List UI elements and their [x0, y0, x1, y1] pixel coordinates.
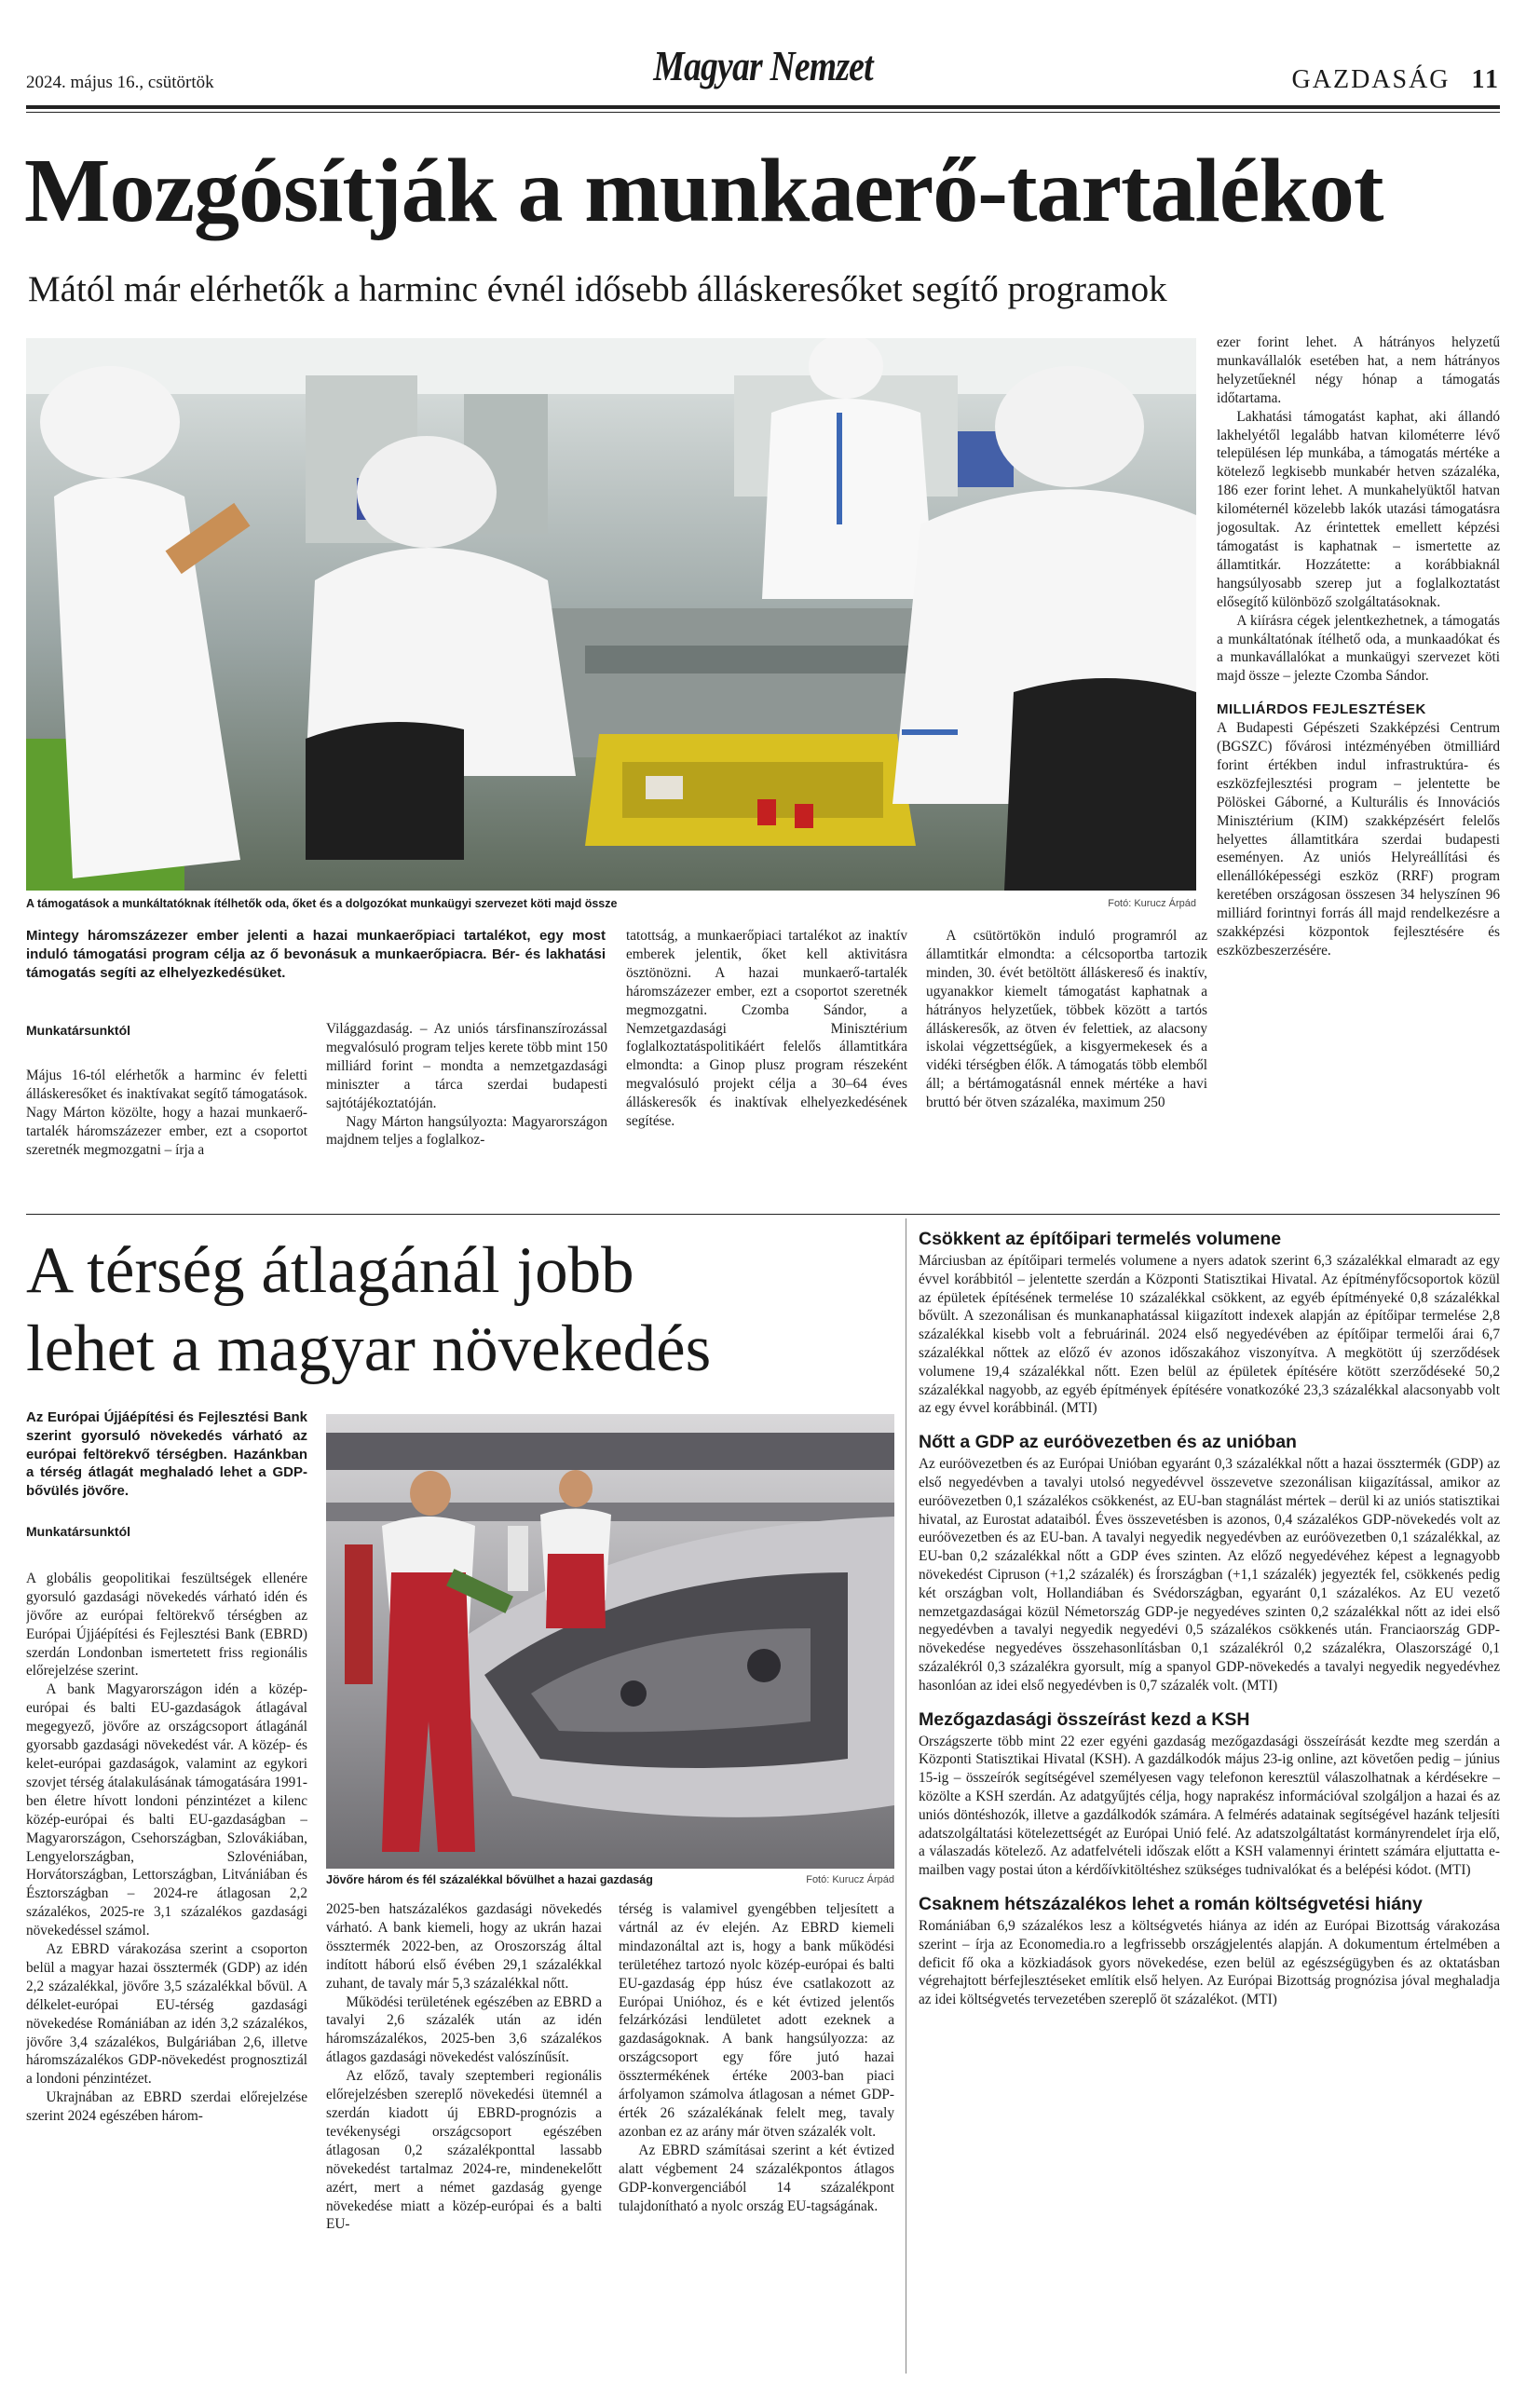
brief-eurozone-gdp — [919, 1431, 1500, 1694]
article1-col3-p1: tatottság, a munkaerőpiaci tartalékot az inaktív emberek jelentik, őket kell aktivitásra ösztönözni. A hazai munkaerő-tartalék háromszázezer ember, ezt a csoportot szeretnék megmozgatni. Czomba Sándor, a Nemzetgazdasági Minisztérium foglalkoztatáspolitikáért felelős államtitkára elmondta: a Ginop plusz program részeként megvalósuló projekt célja a 30–64 éves álláskeresők és inaktívak elhelyezkedésének segítése. — [626, 928, 907, 1130]
article1-col5 — [1217, 333, 1500, 1200]
article2-lead: Az Európai Újjáépítési és Fejlesztési Bank szerint gyorsuló növekedés várható az európai feltörekvő térségben. Hazánkban a térség átlagát meghaladó lehet a GDP-bővülés jövőre. — [26, 1409, 307, 1500]
brief-eurozone-gdp-title: Nőtt a GDP az euróövezetben és az unióban — [919, 1432, 1297, 1453]
article1-col1 — [26, 1011, 307, 1197]
article2-col2 — [326, 1900, 602, 2371]
article-divider — [26, 1214, 1500, 1215]
brief-ksh-census-body: Országszerte több mint 22 ezer egyéni gazdaság mezőgazdasági összeírását kezdte meg szerdán a Központi Statisztikai Hivatal (KSH). A gazdálkodók május 23-ig online, azt követően pedig – június 15-ig – összeírók segítségével személyesen vagy telefonon keresztül válaszolhatnak a kérdésekre – közölte a KSH szerdán. Az adatgyűjtés célja, hogy naprakész információval szolgáljon a hazai és az uniós döntéshozók, illetve a gazdálkodók számára. A felmérés adatainak segítségével hazánk teljesíti adatszolgáltatási kötelezettségét az Európai Unió felé. Az adatszolgáltatást kormányrendelet írja elő, a válaszadás kötelező. Az adatfelvételi időszak előtt a KSH valamennyi érintett számára eljuttatta e-mailben vagy postai úton a kérdőívkitöltéshez szükséges tudnivalókat és a belépési kódot. (MTI) — [919, 1733, 1500, 1879]
article2-title — [26, 1231, 711, 1388]
header-date: 2024. május 16., csütörtök — [26, 73, 214, 92]
article1-col5-p1: ezer forint lehet. A hátrányos helyzetű munkavállalók esetében hat, a nem hátrányos helyzetűeknél négy hónap a támogatás időtartama. — [1217, 334, 1500, 406]
article1-subtitle: Mától már elérhetők a harminc évnél idősebb álláskeresőket segítő programok — [28, 269, 1167, 309]
article2-title-line1: A térség átlagánál jobb — [26, 1234, 634, 1307]
article1-photo-credit: Fotó: Kurucz Árpád — [1108, 898, 1196, 909]
brief-eurozone-gdp-body: Az euróövezetben és az Európai Unióban egyaránt 0,3 százalékkal nőtt a hazai össztermék (GDP) az első negyedévben a tavalyi utolsó negyedévvel összevetve szezonálisan kiigazítással, amikor az euróövezetben 0,1 százalékos csökkenést, az EU-ban stagnálást mértek – derül ki az uniós statisztikai hivatal, az Eurostat adataiból. Éves összevetésben is azonos, 0,4 százalékos GDP-növekedés volt az euróövezetben és az EU-ban. A tavalyi negyedik negyedévben az euróövezetben 0,1 százalékkal, az EU-ban 0,2 százalékkal nőtt a GDP éves szinten. Az előző negyedévéhez képest a legnagyobb növekedést Cipruson (+1,2 százalék) és Írországban (+1,1 százalék) jegyezték fel, csökkenés pedig két országban volt, Hollandiában és Svédországban, egyaránt 0,1 százalékos. Az EU vezető nemzetgazdaságai közül Németország GDP-je negyedéves szinten 0,2 százalékkal nőtt az idei első negyedévben a tavalyi negyedik negyedévi 0,5 százalékos csökkenés után. Franciaország GDP-növekedése negyedéves összehasonlításban 0,1 százalékról 0,2 százalékra, Olaszországé 0,1 százalékról 0,3 százalékra gyorsult, míg a spanyol GDP-növekedés a tavalyi negyedik negyedévhez hasonlóan az idei első negyedévben is 0,7 százalék volt. (MTI) — [919, 1456, 1500, 1694]
article2-col3 — [619, 1900, 894, 2371]
article2-title-line2: lehet a magyar növekedés — [26, 1313, 712, 1385]
article1-col5-p4: A Budapesti Gépészeti Szakképzési Centrum (BGSZC) fővárosi intézményében ötmilliárd forint értékben indul infrastruktúra- és eszközfejlesztési program – jelentette be Pölöskei Gáborné, a Kulturális és Innovációs Minisztérium (KIM) szakképzésért felelős helyettes államtitkára szerdai budapesti eseményen. Az uniós Helyreállítási és ellenállóképességi eszköz (RRF) program keretében országosan összesen 34 helyszínen 96 milliárd forintnyi forrás áll majd rendelkezésre a szakképzési központok fejlesztésére és eszközbeszerzésére. — [1217, 720, 1500, 959]
article1-col4 — [926, 927, 1207, 1197]
header-rule — [26, 105, 1500, 109]
article2-col1-p4: Ukrajnában az EBRD szerdai előrejelzése szerint 2024 egészében három- — [26, 2089, 307, 2125]
article2-photo-caption: Jövőre három és fél százalékkal bővülhet a hazai gazdaság — [326, 1873, 653, 1886]
car-factory-image — [326, 1414, 894, 1869]
brief-construction-title: Csökkent az építőipari termelés volumene — [919, 1229, 1282, 1249]
brief-ksh-census — [919, 1708, 1500, 1880]
article2-photo-credit: Fotó: Kurucz Árpád — [806, 1874, 894, 1885]
header-rule-thin — [26, 112, 1500, 113]
article2-col2-p1: 2025-ben hatszázalékos gazdasági növekedés várható. A bank kiemeli, hogy az ukrán hazai össztermék 2022-ben, az Oroszország által indított háború első évében 29,1 százalékkal zuhant, de tavaly már 5,3 százalékkal nőtt. — [326, 1901, 602, 1992]
brief-romania-deficit — [919, 1893, 1500, 2009]
article1-col2 — [326, 1020, 607, 1197]
article1-col5-p2: Lakhatási támogatást kaphat, aki állandó lakhelyétől legalább hatvan kilométerre lévő településen lép munkába, a támogatás mértéke a kötelező legkisebb munkabér hetven százaléka, 186 ezer forint lehet. A munkahelyüktől hatvan kilométernél közelebb lakók utazási támogatásra jogosultak. Az érintettek emellett képzési támogatást is kaphatnak – ismertette az államtitkár. Hozzátette: a korábbiaknál hangsúlyosabb szerep jut a foglalkoztatást elősegítő különböző szolgáltatásoknak. — [1217, 408, 1500, 610]
section-name: GAZDASÁG — [1291, 65, 1451, 94]
article2-col1-p1: A globális geopolitikai feszültségek ellenére gyorsuló gazdasági növekedés várható idén és jövőre az európai feltörekvő térségben az Európai Újjáépítési és Fejlesztési Bank (EBRD) szerdán Londonban ismertetett friss regionális előrejelzése szerint. — [26, 1570, 307, 1680]
article2-col3-p2: Az EBRD számításai szerint a két évtized alatt végbement 24 százalékpontos átlagos GDP-konvergenciából 14 százalékpont tulajdonítható a nyolc ország EU-tagságának. — [619, 2142, 894, 2214]
masthead-logo: Magyar Nemzet — [653, 42, 873, 89]
article1-col4-p1: A csütörtökön induló programról az államtitkár elmondta: a célcsoportba tartozik minden, 30. évét betöltött álláskereső és inaktív, ugyanakkor kiemelt támogatást kaphatnak a hátrányos helyzetűek, többek között a tartós álláskeresők, az ötven év felettiek, az alacsony iskolai végzettségűek, a kisgyermekesek és a vidéki térségben élők. A támogatás több elemből áll; a bértámogatásnál ennek mértéke a havi bruttó bér ötven százaléka, maximum 250 — [926, 928, 1207, 1111]
factory-workers-image — [26, 338, 1196, 891]
article2-col1-p3: Az EBRD várakozása szerint a csoporton belül a magyar hazai össztermék (GDP) az idén 2,2 százalékkal, jövőre 3,5 százalékkal bővül. A délkelet-európai EU-térség gazdasági növekedése Romániában az idén 3,2 százalékos, jövőre 3,4 százalékos, Bulgáriában 2,6, illetve háromszázalékos GDP-növekedést prognosztizál a londoni pénzintézet. — [26, 1941, 307, 2088]
brief-construction — [919, 1228, 1500, 1418]
article1-col2-p2: Nagy Márton hangsúlyozta: Magyarországon majdnem teljes a foglalkoz- — [326, 1113, 607, 1149]
article2-photo — [326, 1414, 894, 1869]
header-section — [1292, 65, 1500, 95]
article2-col1 — [26, 1523, 307, 2373]
brief-romania-deficit-title: Csaknem hétszázalékos lehet a román költségvetési hiány — [919, 1893, 1423, 1914]
brief-construction-body: Márciusban az építőipari termelés volumene a nyers adatok szerint 6,3 százalékkal elmaradt az egy évvel korábbitól – jelentette szerdán a Központi Statisztikai Hivatal. Az építményfőcsoportok közül az épületek építésének termelése 10 százalékkal csökkent, az egyéb építményeké 0,8 százalékkal bővült. A szezonálisan és munkanaphatással kiigazított indexek alapján az építőipar termelése 2,8 százalékkal kisebb volt a februárinál. 2024 első negyedévében az építőipar termelői árai 6,7 százalékkal nőttek az előző év azonos időszakához viszonyítva. A megkötött új szerződések volumene 19,4 százalékkal nőtt. Ezen belül az épületek építésére kötött szerződéseké 50,2 százalékkal nagyobb, az egyéb építmények építésére vonatkozóké 23,3 százalékkal alacsonyabb volt az egy évvel korábbinál. (MTI) — [919, 1253, 1500, 1417]
article1-title: Mozgósítják a munkaerő-tartalékot — [24, 141, 1383, 241]
article2-col2-p2: Működési területének egészében az EBRD a tavalyi 2,6 százalék után az idén háromszázalékos, 2025-ben 3,6 százalékos átlagos gazdasági növekedést valószínűsít. — [326, 1993, 602, 2066]
brief-ksh-census-title: Mezőgazdasági összeírást kezd a KSH — [919, 1708, 1250, 1730]
article1-photo — [26, 338, 1196, 891]
article1-subhead: MILLIÁRDOS FEJLESZTÉSEK — [1217, 701, 1426, 718]
article1-lead: Mintegy háromszázezer ember jelenti a hazai munkaerőpiaci tartalékot, egy most induló támogatási program célja az ő bevonásuk a munkaerőpiacra. Bér- és lakhatási támogatás segíti az elhelyezkedésüket. — [26, 928, 606, 981]
article1-col5-p3: A kiírásra cégek jelentkezhetnek, a támogatás a munkáltatónak ítélhető oda, a munkaadókat és a munkavállalókat a munkaügyi szervezet köti majd össze – jelezte Czomba Sándor. — [1217, 612, 1500, 685]
article1-col1-p1: Május 16-tól elérhetők a harminc év feletti álláskeresőket és inaktívakat segítő támogatások. Nagy Márton közölte, hogy a hazai munkaerő-tartalék háromszázezer ember, ezt a csoportot szeretnék megmozgatni – írja a — [26, 1067, 307, 1158]
brief-romania-deficit-body: Romániában 6,9 százalékos lesz a költségvetés hiánya az idén az Európai Bizottság várakozása szerint – írja az Economedia.ro a legfrissebb országjelentés alapján. A dokumentum értelmében a deficit fő oka a közkiadások gyors növekedése, ezen belül az egészségügyben és az oktatásban végrehajtott bérfejlesztéseket említik első helyen. Az Európai Bizottság prognózisa jóval meghaladja az idei költségvetés tervezetében szereplő öt százalékot. (MTI) — [919, 1917, 1500, 2008]
article1-byline: Munkatársunktól — [26, 1023, 131, 1038]
article2-col2-p3: Az előző, tavaly szeptemberi regionális előrejelzésben szereplő növekedési ütemnél a szerdán kiadott új EBRD-prognózis a tevékenységi országcsoport egészében átlagosan 0,2 százalékponttal lassabb növekedést tartalmaz 2024-re, mindenekelőtt azért, mert a német gazdaság gyenge növekedése miatt a közép-európai és a balti EU- — [326, 2068, 602, 2233]
article2-byline: Munkatársunktól — [26, 1524, 131, 1539]
briefs-column — [919, 1228, 1500, 2374]
page-number: 11 — [1471, 65, 1500, 94]
article2-col1-p2: A bank Magyarországon idén a közép-európai és balti EU-gazdaságok átlagával megegyező, jövőre az országcsoport átlagánál gyorsabb gazdasági növekedést vár. A közép- és kelet-európai gazdaságok, valamint az egykori szovjet térség átalakulásának támogatására 1991-ben életre hívott londoni pénzintézet a kilenc közép-európai és balti EU-gazdaságban – Magyarországon, Csehországban, Szlovákiában, Lengyelországban, Szlovéniában, Horvátországban, Lettországban, Litvániában és Észtországban – 2024-re átlagosan 2,2 százalékos, 2025-re 3,1 százalékos gazdasági növekedéssel számol. — [26, 1681, 307, 1939]
article1-col3 — [626, 927, 907, 1197]
article1-photo-caption: A támogatások a munkáltatóknak ítélhetők oda, őket és a dolgozókat munkaügyi szervezet köti majd össze — [26, 897, 618, 910]
article2-col3-p1: térség is valamivel gyengébben teljesített a vártnál az év elején. Az EBRD kiemeli mindazonáltal azt is, hogy a bank működési területéhez tartozó nyolc közép-európai és balti EU-gazdaság épp húsz éve csatlakozott az Európai Unióhoz, és e két évtized jelentős felzárkózási lendületet adott ezeknek a gazdaságoknak. A bank hangsúlyozza: az országcsoport egy főre jutó hazai össztermékének értéke 2003-ban piaci árfolyamon számolva átlagosan a német GDP-érték 26 százalékának felelt meg, tavaly azonban ez az arány már ötven százalék volt. — [619, 1901, 894, 2140]
article1-col2-p1: Világgazdaság. – Az uniós társfinanszírozással megvalósuló program teljes kerete több mint 150 milliárd forint – mondta a nemzetgazdasági miniszter a tárca szerdai budapesti sajtótájékoztatóján. — [326, 1021, 607, 1111]
